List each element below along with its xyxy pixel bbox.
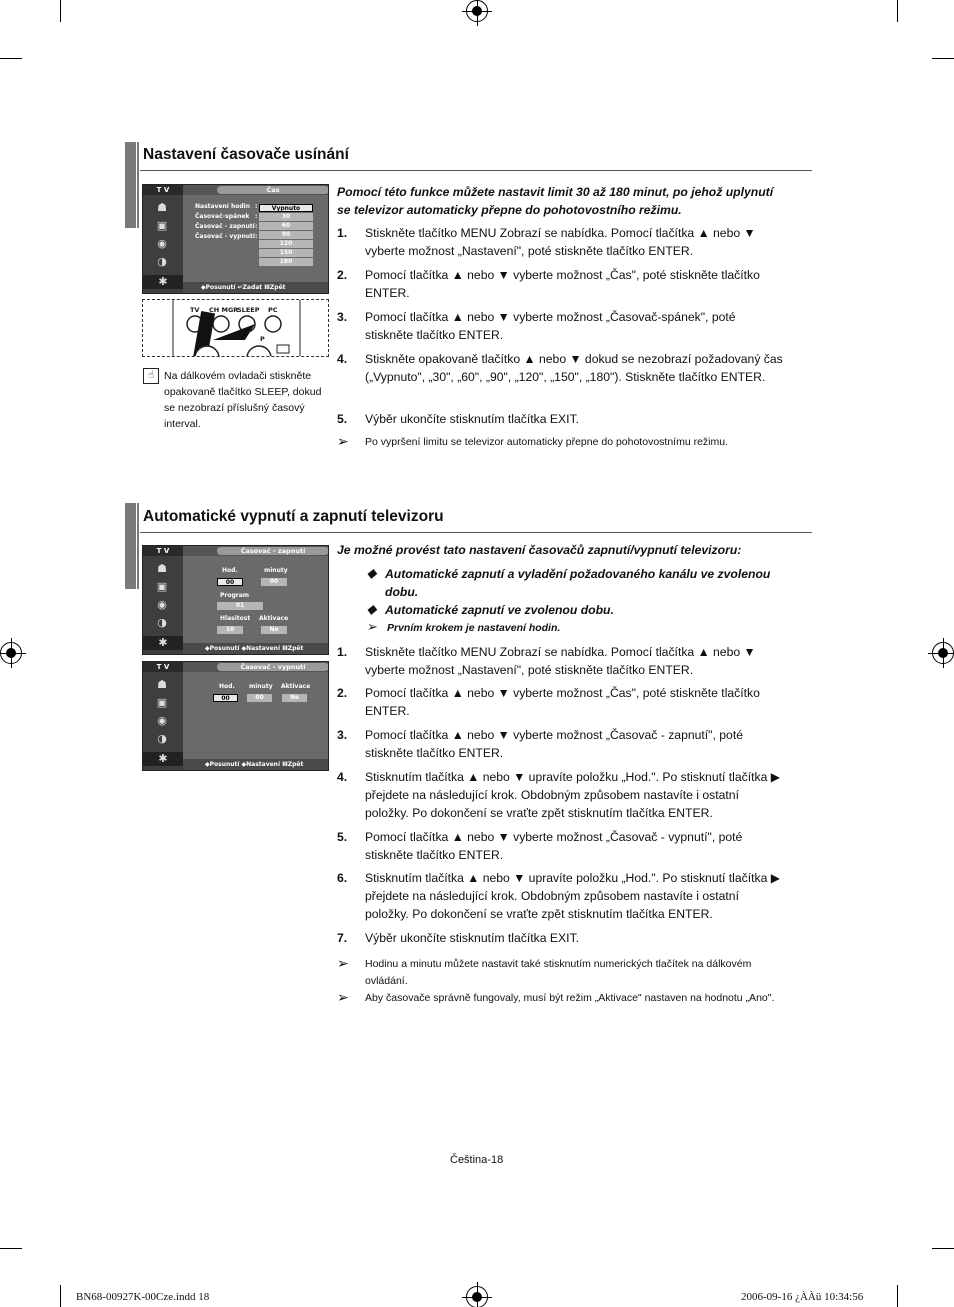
osd-value: Ne xyxy=(282,694,307,702)
osd-item: Časovač-spánek xyxy=(195,213,250,220)
section-intro: Pomocí této funkce můžete nastavit limit 30 až 180 minut, po jehož uplynutí se televizor automaticky přepne do pohotovostního režimu. xyxy=(337,185,774,217)
crop-mark xyxy=(0,58,22,59)
osd-label: Aktivace xyxy=(281,683,311,690)
osd-tv-label: T V xyxy=(143,546,183,556)
section-rule xyxy=(140,170,812,171)
prenote: Prvním krokem je nastavení hodin. xyxy=(387,622,561,634)
section-bar xyxy=(125,503,136,589)
note-arrow-icon: ➢ xyxy=(367,620,378,635)
crop-mark xyxy=(897,0,898,22)
osd-value: 00 xyxy=(261,578,287,586)
crop-mark xyxy=(932,58,954,59)
crop-mark xyxy=(60,1285,61,1307)
page-number: Čeština-18 xyxy=(450,1154,504,1166)
osd-item: Nastavení hodin xyxy=(195,203,250,210)
sound-icon: ▣ xyxy=(156,580,168,593)
channel-icon: ◉ xyxy=(157,714,167,727)
osd-option: 180 xyxy=(259,258,313,266)
osd-value: Ne xyxy=(261,626,287,634)
osd-option: 150 xyxy=(259,249,313,257)
setup-icon: ✱ xyxy=(143,275,183,289)
registration-mark-icon xyxy=(466,1286,488,1307)
crop-mark xyxy=(897,1285,898,1307)
footer-filename: BN68-00927K-00Cze.indd 18 xyxy=(76,1291,210,1303)
picture-icon: ☗ xyxy=(157,562,167,575)
note-arrow-icon: ➢ xyxy=(337,433,349,449)
note-arrow-icon: ➢ xyxy=(337,989,349,1005)
osd-value-selected: 00 xyxy=(217,578,243,586)
osd-bottom-bar: ◆Posunutí ↵Zadat ⅢZpět xyxy=(183,282,328,293)
section-title: Nastavení časovače usínání xyxy=(143,146,349,163)
hand-icon: ☝ xyxy=(143,368,159,384)
section-bar xyxy=(137,142,139,228)
osd-label: Aktivace xyxy=(259,615,289,622)
sound-icon: ▣ xyxy=(156,696,168,709)
section-title: Automatické vypnutí a zapnutí televizoru xyxy=(143,508,444,525)
osd-timer-off xyxy=(142,661,329,771)
osd-value: 10 xyxy=(217,626,243,634)
osd-item: Časovač - zapnutí xyxy=(195,223,255,230)
osd-value-selected: 00 xyxy=(213,694,238,702)
footer-timestamp: 2006-09-16 ¿ÀÀü 10:34:56 xyxy=(741,1291,864,1303)
section-intro: Je možné provést tato nastavení časovačů zapnutí/vypnutí televizoru: xyxy=(337,543,742,557)
osd-label: Hod. xyxy=(222,567,238,574)
osd-option: 90 xyxy=(259,231,313,239)
osd-tv-label: T V xyxy=(143,662,183,672)
osd-item: Časovač - vypnutí xyxy=(195,233,255,240)
osd-option: 30 xyxy=(259,213,313,221)
sound-icon: ▣ xyxy=(156,219,168,232)
remote-illustration xyxy=(142,299,329,357)
osd-label: minuty xyxy=(264,567,288,574)
osd-bottom-bar: ◆Posunutí ◆Nastavení ⅢZpět xyxy=(183,643,328,654)
input-icon: ◑ xyxy=(157,732,167,745)
osd-colon: : xyxy=(255,213,258,220)
crop-mark xyxy=(60,0,61,22)
registration-mark-icon xyxy=(932,642,954,664)
osd-title: Čas xyxy=(217,186,329,194)
osd-bottom-bar: ◆Posunutí ◆Nastavení ⅢZpět xyxy=(183,759,328,770)
osd-tv-label: T V xyxy=(143,185,183,195)
diamond-bullet-icon: ◆ xyxy=(367,566,377,580)
note-arrow-icon: ➢ xyxy=(337,955,349,971)
osd-label: Hod. xyxy=(219,683,235,690)
diamond-bullet-icon: ◆ xyxy=(367,602,377,616)
section-rule xyxy=(140,532,812,533)
remote-sleep-label: SLEEP xyxy=(237,306,260,314)
osd-time-menu xyxy=(142,184,329,294)
registration-mark-icon xyxy=(0,642,22,664)
osd-title: Časovač - vypnutí xyxy=(217,663,329,671)
crop-mark xyxy=(932,1248,954,1249)
osd-label: Hlasitost xyxy=(220,615,251,622)
osd-option: 120 xyxy=(259,240,313,248)
channel-icon: ◉ xyxy=(157,598,167,611)
remote-chmgr-label: CH MGR xyxy=(209,306,239,314)
registration-mark-icon xyxy=(466,0,488,22)
osd-option-selected: Vypnuto xyxy=(259,204,313,212)
section-bar xyxy=(125,142,136,228)
osd-colon: : xyxy=(255,233,258,240)
setup-icon: ✱ xyxy=(143,752,183,766)
osd-value: 01 xyxy=(217,602,263,610)
channel-icon: ◉ xyxy=(157,237,167,250)
osd-colon: : xyxy=(255,203,258,210)
section-bar xyxy=(137,503,139,589)
osd-timer-on xyxy=(142,545,329,655)
setup-icon: ✱ xyxy=(143,636,183,650)
remote-pc-label: PC xyxy=(268,306,278,314)
input-icon: ◑ xyxy=(157,616,167,629)
osd-label: Program xyxy=(220,592,250,599)
osd-label: minuty xyxy=(249,683,273,690)
osd-title: Časovač - zapnutí xyxy=(217,547,329,555)
picture-icon: ☗ xyxy=(157,678,167,691)
osd-option: 60 xyxy=(259,222,313,230)
remote-p-label: P xyxy=(260,335,265,343)
picture-icon: ☗ xyxy=(157,201,167,214)
osd-value: 00 xyxy=(247,694,272,702)
remote-tv-label: TV xyxy=(190,306,200,314)
osd-colon: : xyxy=(255,223,258,230)
remote-caption: Na dálkovém ovladači stiskněte opakovaně tlačítko SLEEP, dokud se nezobrazí příslušný časový interval. xyxy=(164,370,322,430)
crop-mark xyxy=(0,1248,22,1249)
input-icon: ◑ xyxy=(157,255,167,268)
